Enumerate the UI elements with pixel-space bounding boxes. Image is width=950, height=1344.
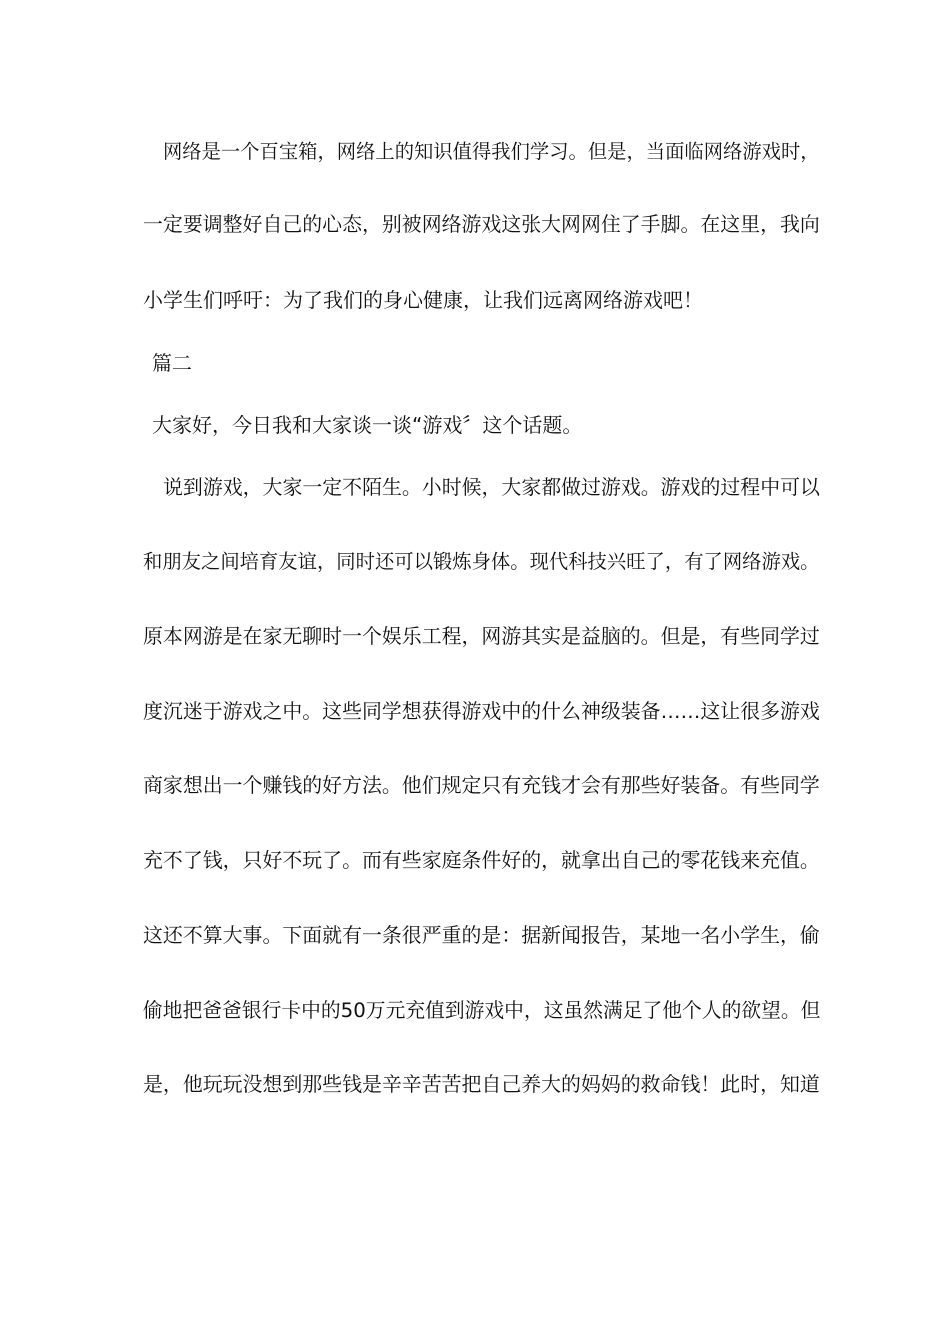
paragraph-2-line-1: 说到游戏，大家一定不陌生。小时候，大家都做过游戏。游戏的过程中可以 (163, 476, 820, 499)
paragraph-1-line-1: 网络是一个百宝箱，网络上的知识值得我们学习。但是，当面临网络游戏时， (163, 140, 820, 163)
paragraph-2-line-3: 原本网游是在家无聊时一个娱乐工程，网游其实是益脑的。但是，有些同学过 (143, 625, 820, 648)
paragraph-2-line-9: 是，他玩玩没想到那些钱是辛辛苦苦把自己养大的妈妈的救命钱！此时，知道 (143, 1073, 820, 1096)
paragraph-2-line-8: 偷地把爸爸银行卡中的50万元充值到游戏中，这虽然满足了他个人的欲望。但 (143, 999, 821, 1022)
paragraph-2-line-5: 商家想出一个赚钱的好方法。他们规定只有充钱才会有那些好装备。有些同学 (143, 774, 820, 797)
paragraph-2-line-4: 度沉迷于游戏之中。这些同学想获得游戏中的什么神级装备……这让很多游戏 (143, 700, 820, 723)
paragraph-1-line-3: 小学生们呼吁：为了我们的身心健康，让我们远离网络游戏吧！ (143, 288, 703, 312)
paragraph-2-line-6: 充不了钱，只好不玩了。而有些家庭条件好的，就拿出自己的零花钱来充值。 (143, 849, 820, 872)
section-heading: 篇二 (152, 351, 192, 375)
paragraph-1-line-2: 一定要调整好自己的心态，别被网络游戏这张大网网住了手脚。在这里，我向 (143, 213, 820, 236)
paragraph-2-line-2: 和朋友之间培育友谊，同时还可以锻炼身体。现代科技兴旺了，有了网络游戏。 (143, 550, 820, 573)
paragraph-2-line-7: 这还不算大事。下面就有一条很严重的是：据新闻报告，某地一名小学生，偷 (143, 924, 820, 947)
greeting-line: 大家好，今日我和大家谈一谈“游戏〞这个话题。 (152, 413, 583, 437)
